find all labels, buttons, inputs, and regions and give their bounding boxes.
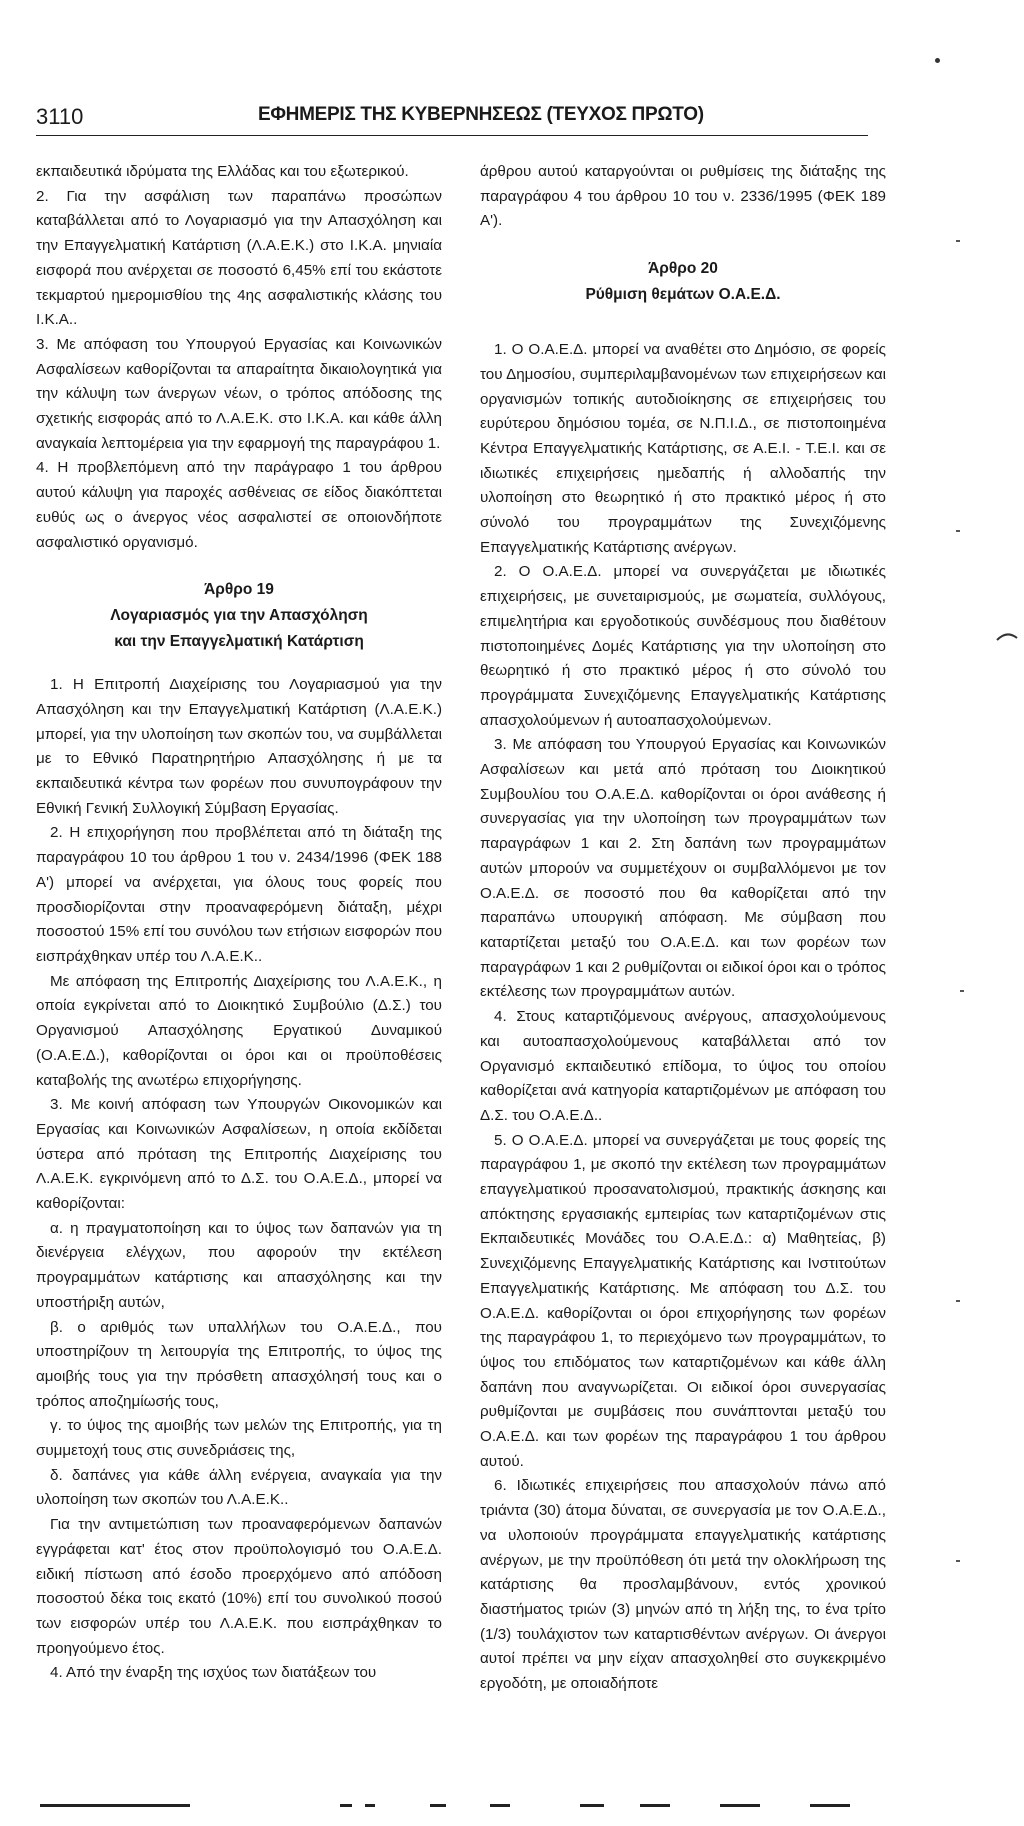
margin-dash <box>956 240 960 242</box>
paragraph: 5. Ο Ο.Α.Ε.Δ. μπορεί να συνεργάζεται με τους φορείς της παραγράφου 1, με σκοπό την εκτέλεση των προγραμμάτων επαγγελματικού προσανατολισμού, πρακτικής άσκησης και απόκτησης εργασιακής εμπειρίας των καταρτιζομένων στις Εκπαιδευτικές Μονάδες του Ο.Α.Ε.Δ.: α) Μαθητείας, β) Συνεχιζόμενης Επαγγελματικής Κατάρτισης και Ινστιτούτων Επαγγελματικής Κατάρτισης. Με απόφαση του Δ.Σ. του Ο.Α.Ε.Δ. καθορίζονται οι όροι επιχορήγησης των φορέων της παραγράφου 1, το περιεχόμενο των προγραμμάτων, το ύψος του επιδόματος των καταρτιζομένων και κάθε άλλη δαπάνη που αναγνωρίζεται. Οι ειδικοί όροι συνεργασίας ρυθμίζονται με συμβάσεις που συνάπτονται μεταξύ του Ο.Α.Ε.Δ. και των φορέων της παραγράφου 1 του άρθρου αυτού. <box>480 1131 886 1470</box>
article-number: Άρθρο 19 <box>204 581 274 599</box>
paragraph: 3. Με απόφαση του Υπουργού Εργασίας και Κοινωνικών Ασφαλίσεων καθορίζονται τα απαραίτητα δικαιολογητικά για την κάλυψη των άνεργων νέων, ο τρόπος απόδοσης της σχετικής εισφοράς από το Λ.Α.Ε.Κ. στο Ι.Κ.Α. και κάθε άλλη αναγκαία λεπτομέρεια για την εφαρμογή της παραγράφου 1. <box>36 335 442 452</box>
paragraph: άρθρου αυτού καταργούνται οι ρυθμίσεις της διάταξης της παραγράφου 4 του άρθρου 10 του ν. 2336/1995 (ΦΕΚ 189 Α'). <box>480 163 886 230</box>
margin-arc-mark <box>995 630 1019 642</box>
article-19-heading <box>36 577 442 655</box>
list-item: δ. δαπάνες για κάθε άλλη ενέργεια, αναγκαία για την υλοποίηση των σκοπών του Λ.Α.Ε.Κ.. <box>36 1466 442 1509</box>
paragraph: Με απόφαση της Επιτροπής Διαχείρισης του Λ.Α.Ε.Κ., η οποία εγκρίνεται από το Διοικητικό Συμβούλιο (Δ.Σ.) του Οργανισμού Απασχόλησης Εργατικού Δυναμικού (Ο.Α.Ε.Δ.), καθορίζονται οι όροι και οι προϋποθέσεις καταβολής της ανωτέρω επιχορήγησης. <box>36 972 442 1089</box>
margin-dash <box>960 990 964 992</box>
paragraph: 4. Η προβλεπόμενη από την παράγραφο 1 του άρθρου αυτού κάλυψη για παροχές ασθένειας σε είδος διακόπτεται ευθύς ως ο άνεργος νέος ασφαλιστεί σε οποιονδήποτε ασφαλιστικό οργανισμό. <box>36 459 442 551</box>
article-title-line: Ρύθμιση θεμάτων Ο.Α.Ε.Δ. <box>585 286 781 304</box>
margin-dot <box>935 58 940 63</box>
page-header <box>36 104 868 140</box>
article-title-line: Λογαριασμός για την Απασχόληση <box>110 607 368 625</box>
left-column <box>36 160 442 1686</box>
article-title-line: και την Επαγγελματική Κατάρτιση <box>114 633 364 651</box>
paragraph: 1. Ο Ο.Α.Ε.Δ. μπορεί να αναθέτει στο Δημόσιο, σε φορείς του Δημοσίου, συμπεριλαμβανομένων των επιχειρήσεων και οργανισμών τοπικής αυτοδιοίκησης σε επιχειρήσεις του ευρύτερου δημόσιου τομέα, σε Ν.Π.Ι.Δ., σε πιστοποιημένα Κέντρα Επαγγελματικής Κατάρτισης, σε Α.Ε.Ι. - Τ.Ε.Ι. και σε ιδιωτικές επιχειρήσεις ημεδαπής ή αλλοδαπής την υλοποίηση στο θεωρητικό ή στο πρακτικό μέρος ή στο σύνολό του προγραμμάτων της Συνεχιζόμενης Επαγγελματικής Κατάρτισης ανέργων. <box>480 341 886 556</box>
footer-dashes <box>40 1804 870 1810</box>
header-rule <box>36 135 868 136</box>
journal-title: ΕΦΗΜΕΡΙΣ ΤΗΣ ΚΥΒΕΡΝΗΣΕΩΣ (ΤΕΥΧΟΣ ΠΡΩΤΟ) <box>258 104 704 125</box>
paragraph: 2. Η επιχορήγηση που προβλέπεται από τη διάταξη της παραγράφου 10 του άρθρου 1 του ν. 2434/1996 (ΦΕΚ 188 Α') μπορεί να ανέρχεται, για όλους τους φορείς που προσδιορίζονται στην προαναφερόμενη διάταξη, μέχρι ποσοστού 15% επί του συνόλου των ετήσιων εισφορών που εισπράχθηκαν υπέρ του Λ.Α.Ε.Κ.. <box>36 824 442 965</box>
list-item: γ. το ύψος της αμοιβής των μελών της Επιτροπής, για τη συμμετοχή τους στις συνεδριάσεις της, <box>36 1417 442 1460</box>
article-number: Άρθρο 20 <box>648 260 718 278</box>
paragraph: 6. Ιδιωτικές επιχειρήσεις που απασχολούν πάνω από τριάντα (30) άτομα δύναται, σε συνεργασία με τον Ο.Α.Ε.Δ., να υλοποιούν προγράμματα επαγγελματικής κατάρτισης ανέργων, με την προϋπόθεση ότι μετά την ολοκλήρωση της κατάρτισης θα προσλαμβάνουν, εντός χρονικού διαστήματος τριών (3) μηνών από τη λήξη της, το ένα τρίτο (1/3) τουλάχιστον των καταρτισθέντων ανέργων. Οι άνεργοι αυτοί πρέπει να μην είχαν απασχοληθεί στο συγκεκριμένο εργοδότη, με οποιαδήποτε <box>480 1477 886 1693</box>
paragraph: 2. Για την ασφάλιση των παραπάνω προσώπων καταβάλλεται από το Λογαριασμό για την Απασχόληση και την Επαγγελματική Κατάρτιση (Λ.Α.Ε.Κ.) στο Ι.Κ.Α. μηνιαία εισφορά που ανέρχεται σε ποσοστό 6,45% επί του εκάστοτε τεκμαρτού ημερομισθίου της 4ης ασφαλιστικής κλάσης του Ι.Κ.Α.. <box>36 187 442 329</box>
paragraph: 1. Η Επιτροπή Διαχείρισης του Λογαριασμού για την Απασχόληση και την Επαγγελματική Κατάρτιση (Λ.Α.Ε.Κ.) μπορεί, για την υλοποίηση των σκοπών του, να συμβάλλεται με το Εθνικό Παρατηρητήριο Απασχόλησης ή με τα εκπαιδευτικά κέντρα των φορέων που συνυπογράφουν την Εθνική Γενική Συλλογική Σύμβαση Εργασίας. <box>36 676 442 817</box>
margin-dash <box>956 1300 960 1302</box>
right-column <box>480 160 886 1697</box>
paragraph: Για την αντιμετώπιση των προαναφερόμενων δαπανών εγγράφεται κατ' έτος στον προϋπολογισμό του Ο.Α.Ε.Δ. ειδική πίστωση από έσοδο προερχόμενο από απόδοση ποσοστού δέκα τοις εκατό (10%) επί του συνολικού ποσού των εισφορών υπέρ του Λ.Α.Ε.Κ. που εισπράχθηκαν το προηγούμενο έτος. <box>36 1516 442 1657</box>
paragraph: 4. Από την έναρξη της ισχύος των διατάξεων του <box>50 1664 377 1682</box>
article-20-heading <box>480 256 886 308</box>
list-item: α. η πραγματοποίηση και το ύψος των δαπανών για τη διενέργεια ελέγχων, που αφορούν την εκτέλεση προγραμμάτων κατάρτισης και απασχόλησης και την υποστήριξη αυτών, <box>36 1219 442 1311</box>
list-item: β. ο αριθμός των υπαλλήλων του Ο.Α.Ε.Δ., που υποστηρίζουν τη λειτουργία της Επιτροπής, το ύψος της αμοιβής τους για την πρόσθετη απασχόλησή τους και ο τρόπος αποζημίωσής τους, <box>36 1318 442 1410</box>
margin-dash <box>956 1560 960 1562</box>
paragraph: 2. Ο Ο.Α.Ε.Δ. μπορεί να συνεργάζεται με ιδιωτικές επιχειρήσεις, με συνεταιρισμούς, με σωματεία, συλλόγους, επιμελητήρια και εργοδοτικούς συνδέσμους που διαθέτουν πιστοποιημένες Δομές Κατάρτισης για την υλοποίηση στο θεωρητικό ή στο πρακτικό μέρος ή στο σύνολό του προγράμματα Συνεχιζόμενης Επαγγελματικής Κατάρτισης απασχολούμενων ή αυτοαπασχολούμενων. <box>480 563 886 729</box>
margin-dash <box>956 530 960 532</box>
page-number: 3110 <box>36 104 84 129</box>
paragraph: 3. Με κοινή απόφαση των Υπουργών Οικονομικών και Εργασίας και Κοινωνικών Ασφαλίσεων, η οποία εκδίδεται ύστερα από πρόταση της Επιτροπής Διαχείρισης του Λ.Α.Ε.Κ. εγκρινόμενη από το Δ.Σ. του Ο.Α.Ε.Δ., μπορεί να καθορίζονται: <box>36 1096 442 1213</box>
paragraph: 4. Στους καταρτιζόμενους ανέργους, απασχολούμενους και αυτοαπασχολούμενους καταβάλλεται από τον Οργανισμό εκπαιδευτικό επίδομα, το ύψος του οποίου καθορίζεται ανά κατηγορία καταρτιζομένων με απόφαση του Δ.Σ. του Ο.Α.Ε.Δ.. <box>480 1008 886 1124</box>
paragraph: εκπαιδευτικά ιδρύματα της Ελλάδας και του εξωτερικού. <box>36 163 409 180</box>
paragraph: 3. Με απόφαση του Υπουργού Εργασίας και Κοινωνικών Ασφαλίσεων και μετά από πρόταση του Διοικητικού Συμβουλίου του Ο.Α.Ε.Δ. καθορίζονται οι όροι ανάθεσης ή συνεργασίας για την υλοποίηση των προγραμμάτων των παραγράφων 1 και 2. Στη δαπάνη των προγραμμάτων αυτών μπορούν να συμμετέχουν οι συμβαλλόμενοι με τον Ο.Α.Ε.Δ. σε ποσοστό που θα καθορίζεται από την παραπάνω υπουργική απόφαση. Με σύμβαση που καταρτίζεται μεταξύ του Ο.Α.Ε.Δ. και των φορέων των παραγράφων 1 και 2 ρυθμίζονται οι ειδικοί όροι και ο τρόπος εκτέλεσης των προγραμμάτων αυτών. <box>480 736 886 1001</box>
